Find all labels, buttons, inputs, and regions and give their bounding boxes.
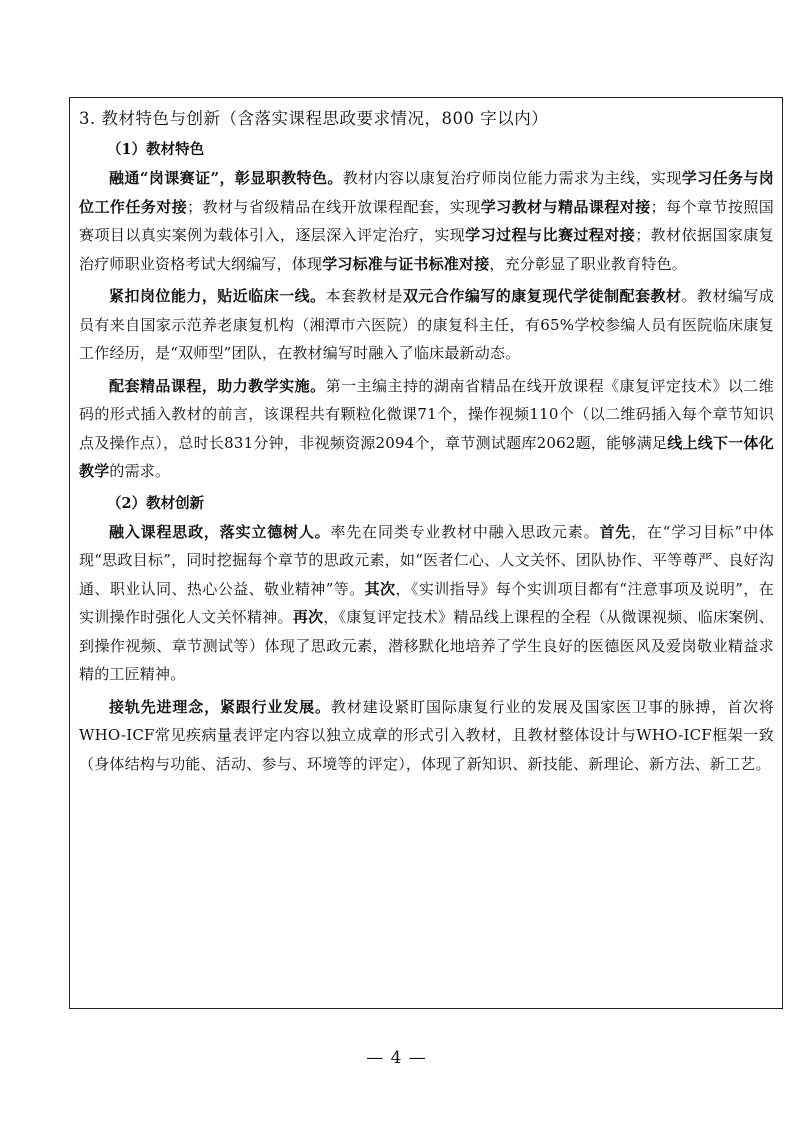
para-text: 本套教材是 (325, 287, 403, 305)
subsection-title-features: （1）教材特色 (107, 141, 205, 158)
para-emphasis: 学习教材与精品课程对接 (480, 197, 651, 216)
subsection-title-innovation: （2）教材创新 (107, 494, 205, 512)
paragraph-gangkesaizheng (79, 164, 774, 278)
paragraph-industry (79, 693, 774, 779)
page-number: — 4 — (366, 1048, 427, 1068)
paragraph-clinical (79, 282, 774, 368)
paragraph-ideology (79, 518, 774, 689)
para-text: 。教材编写成员有来自国家示范养老康复机构（湘潭市六医院）的康复科主任，有65%学校参编人员有医院临床康复工作经历，是“双师型”团队，在教材编写时融入了临床最新动态。 (79, 287, 774, 362)
para-text: ，在“学习目标”中体现“思政目标”，同时挖掘每个章节的思政元素，如“医者仁心、人文关怀、团队协作、平等尊严、良好沟通、职业认同、热心公益、敬业精神”等。 (79, 522, 774, 598)
para-text: ，《实训指导》每个实训项目都有“注意事项及说明”，在实训操作时强化人文关怀精神。 (79, 579, 774, 626)
para-lead: 接轨先进理念，紧跟行业发展。 (109, 697, 331, 716)
para-text: ，充分彰显了职业教育特色。 (489, 254, 688, 273)
para-emphasis: 线上线下一体化教学 (79, 433, 774, 480)
para-text: 的需求。 (109, 462, 171, 480)
para-text: ；教材与省级精品在线开放课程配套，实现 (187, 197, 481, 216)
para-text: 率先在同类专业教材中融入思政元素。 (330, 522, 600, 541)
para-text: ；教材依据国家康复治疗师职业资格考试大纲编写，体现 (79, 226, 774, 273)
para-text: 教材建设紧盯国际康复行业的发展及国家医卫事的脉搏，首次将WHO-ICF常见疾病量表评定内容以独立成章的形式引入教材，且教材整体设计与WHO-ICF框架一致（身体结构与功能、活动、参与、环境等的评定），体现了新知识、新技能、新理论、新方法、新工艺。 (79, 697, 774, 773)
para-emphasis: 再次 (292, 608, 324, 626)
para-emphasis: 其次 (364, 579, 396, 598)
para-text: ，《康复评定技术》精品线上课程的全程（从微课视频、临床案例、到操作视频、章节测试等）体现了思政元素，潜移默化地培养了学生良好的医德医风及爱岗敬业精益求精的工匠精神。 (79, 608, 774, 683)
para-text: 第一主编主持的湖南省精品在线开放课程《康复评定技术》以二维码的形式插入教材的前言，该课程共有颗粒化微课71个，操作视频110个（以二维码插入每个章节知识点及操作点），总时长831分钟，非视频资源2094个，章节测试题库2062题，能够满足 (79, 376, 774, 452)
para-emphasis: 首先 (599, 522, 632, 541)
form-table-frame (69, 97, 783, 1009)
para-emphasis: 学习任务与岗位工作任务对接 (79, 169, 774, 216)
para-emphasis: 学习过程与比赛过程对接 (465, 226, 636, 244)
para-text: ；每个章节按照国赛项目以真实案例为载体引入，逐层深入评定治疗，实现 (79, 197, 775, 244)
para-lead: 融通“岗课赛证”，彰显职教特色。 (109, 169, 343, 187)
para-emphasis: 学习标准与证书标准对接 (322, 254, 490, 273)
paragraph-course (79, 372, 774, 486)
para-text: 教材内容以康复治疗师岗位能力需求为主线，实现 (342, 169, 682, 187)
section-title: 3. 教材特色与创新（含落实课程思政要求情况，800 字以内） (79, 109, 549, 128)
para-lead: 融入课程思政，落实立德树人。 (109, 522, 331, 541)
para-lead: 紧扣岗位能力，贴近临床一线。 (109, 287, 326, 305)
para-lead: 配套精品课程，助力教学实施。 (109, 376, 326, 395)
para-emphasis: 双元合作编写的康复现代学徒制配套教材 (402, 287, 682, 305)
form-content (79, 102, 774, 782)
